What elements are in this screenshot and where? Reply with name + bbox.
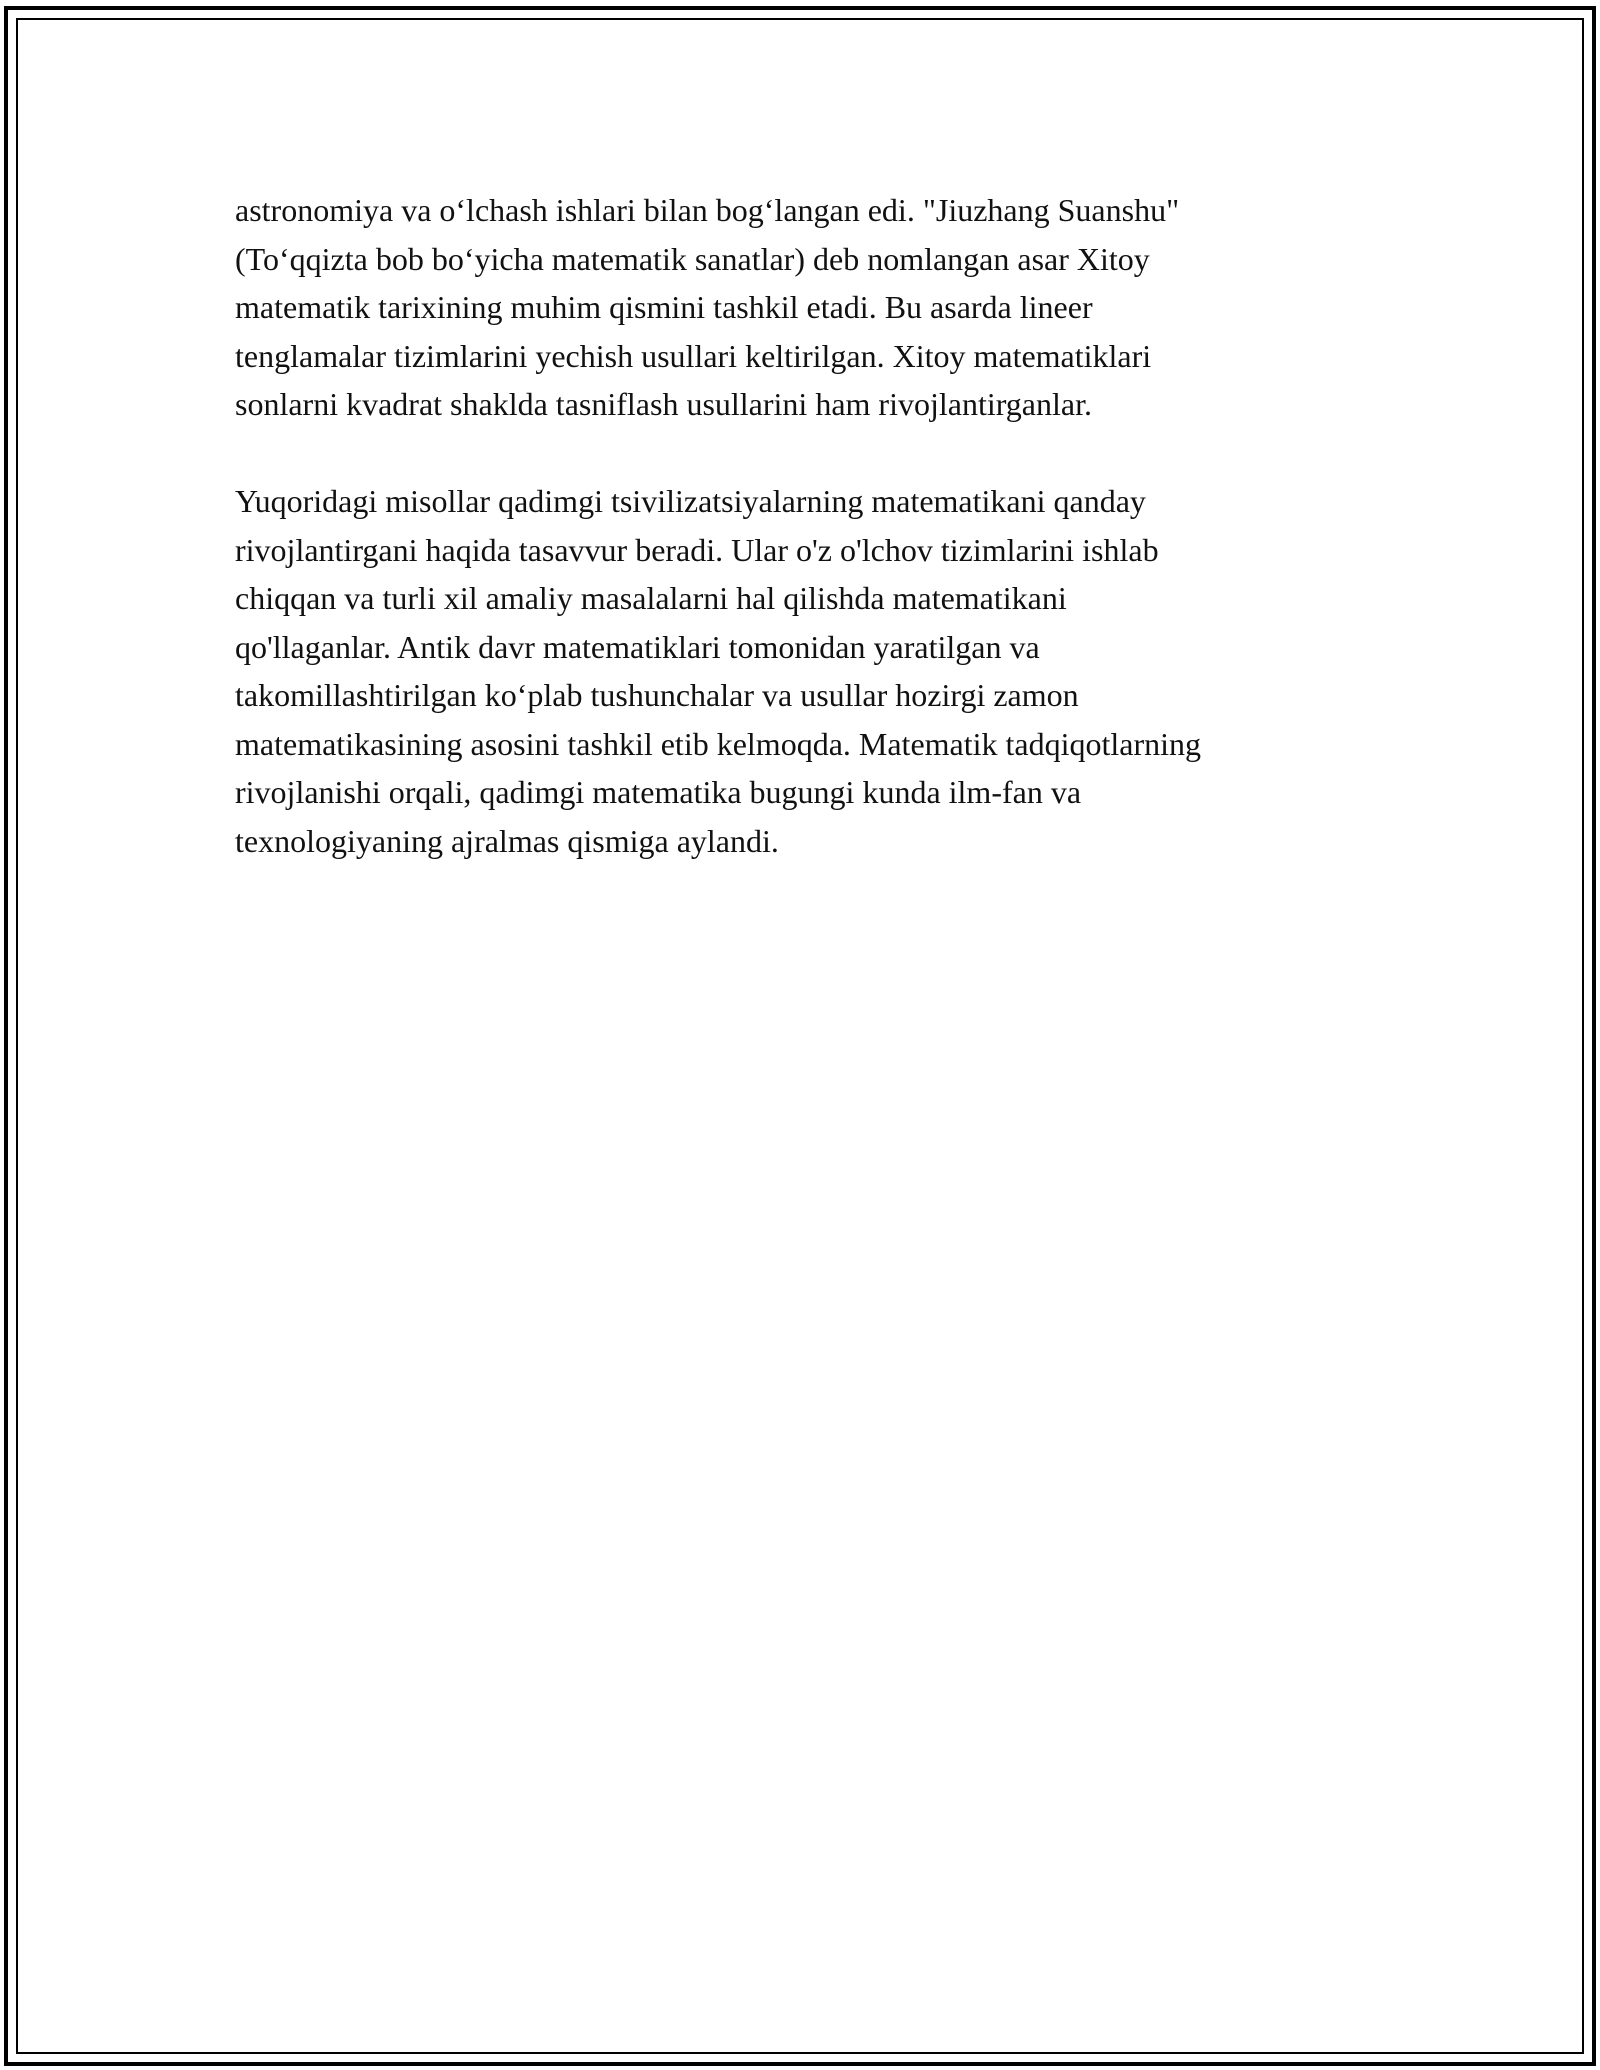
text-line: qo'llaganlar. Antik davr matematiklari tomonidan yaratilgan va — [235, 628, 1040, 665]
text-line: (To‘qqizta bob bo‘yicha matematik sanatlar) deb nomlangan asar Xitoy — [235, 240, 1150, 277]
text-line: matematik tarixining muhim qismini tashkil etadi. Bu asarda lineer — [235, 289, 1093, 325]
text-line: texnologiyaning ajralmas qismiga aylandi. — [235, 822, 779, 859]
text-line: rivojlanishi orqali, qadimgi matematika bugungi kunda ilm-fan va — [235, 774, 1082, 810]
text-line: Yuqoridagi misollar qadimgi tsivilizatsiyalarning matematikani qanday — [235, 483, 1146, 519]
paragraph — [235, 477, 1365, 865]
text-line: sonlarni kvadrat shakldа tasniflash usullarini ham rivojlantirganlar. — [235, 386, 1092, 422]
paragraph — [235, 186, 1365, 429]
document-body — [235, 186, 1365, 865]
text-line: astronomiya va o‘lchash ishlari bilan bog‘langan edi. "Jiuzhang Suanshu" — [235, 192, 1180, 228]
text-line: matematikasining asosini tashkil etib kelmoqda. Matematik tadqiqotlarning — [235, 725, 1202, 762]
text-line: chiqqan va turli xil amaliy masalalarni hal qilishda matematikani — [235, 580, 1067, 616]
text-line: rivojlantirgani haqida tasavvur beradi. Ular o'z o'lchov tizimlarini ishlab — [235, 531, 1159, 568]
text-line: takomillashtirilgan ko‘plab tushunchalar va usullar hozirgi zamon — [235, 677, 1079, 713]
text-line: tenglamalar tizimlarini yechish usullari keltirilgan. Xitoy matematiklari — [235, 337, 1152, 374]
paragraph-gap — [235, 429, 1365, 478]
